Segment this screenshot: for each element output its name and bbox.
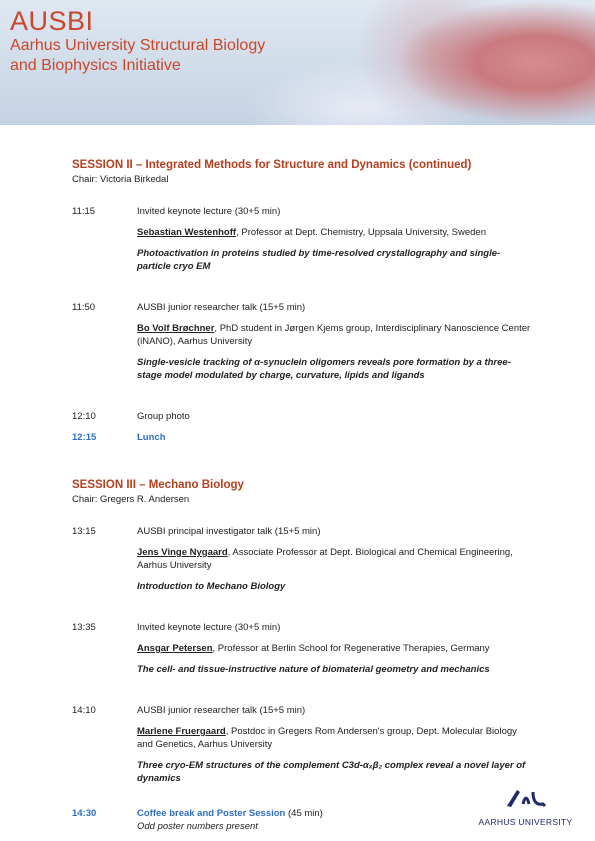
- item-time: 12:15: [72, 432, 97, 443]
- program-item: [72, 704, 532, 793]
- speaker-name: Jens Vinge Nygaard: [137, 547, 228, 558]
- logo-text: AARHUS UNIVERSITY: [478, 817, 573, 827]
- speaker-name: Ansgar Petersen: [137, 643, 213, 654]
- item-detail: [137, 621, 532, 684]
- aarhus-university-logo: [478, 786, 573, 827]
- item-detail: [137, 807, 532, 833]
- brand-subtitle-2: and Biophysics Initiative: [10, 57, 181, 74]
- speaker-line: [137, 322, 532, 348]
- program-item: [72, 621, 532, 684]
- talk-title: The cell- and tissue-instructive nature of biomaterial geometry and mechanics: [137, 664, 490, 675]
- program-item: [72, 431, 532, 444]
- item-detail: [137, 205, 532, 281]
- item-time: 13:35: [72, 622, 96, 633]
- talk-type: AUSBI principal investigator talk (15+5 min): [137, 526, 321, 537]
- speaker-line: [137, 546, 532, 572]
- speaker-affiliation: , Associate Professor at Dept. Biological and Chemical Engineering, Aarhus University: [137, 547, 513, 571]
- speaker-affiliation: , Postdoc in Gregers Rom Andersen's group, Dept. Molecular Biology and Genetics, Aarhus University: [137, 726, 517, 750]
- speaker-affiliation: , PhD student in Jørgen Kjems group, Interdisciplinary Nanoscience Center (iNANO), Aarhus University: [137, 323, 531, 347]
- talk-type: AUSBI junior researcher talk (15+5 min): [137, 705, 306, 716]
- talk-title: Three cryo-EM structures of the complement C3d-αₓβ₂ complex reveal a novel layer of dynamics: [137, 760, 526, 784]
- session-chair: Chair: Victoria Birkedal: [72, 174, 169, 185]
- speaker-line: [137, 226, 532, 239]
- item-label: Lunch: [137, 432, 166, 443]
- item-time: 11:15: [72, 206, 96, 217]
- item-label: Group photo: [137, 411, 190, 422]
- item-duration: (45 min): [285, 808, 323, 819]
- talk-title: Introduction to Mechano Biology: [137, 581, 286, 592]
- talk-title: Photoactivation in proteins studied by time-resolved crystallography and single-particle cryo EM: [137, 248, 501, 272]
- header-banner: [0, 0, 595, 125]
- break-line: [137, 807, 532, 820]
- item-time: 13:15: [72, 526, 96, 537]
- item-label: Coffee break and Poster Session: [137, 808, 286, 819]
- session-title: SESSION III – Mechano Biology: [72, 479, 244, 491]
- program-item: [72, 410, 532, 423]
- program-content: [72, 158, 532, 841]
- brand-title: AUSBI: [10, 6, 94, 36]
- item-time: 14:30: [72, 808, 97, 819]
- item-note: Odd poster numbers present: [137, 821, 258, 832]
- speaker-line: [137, 642, 532, 655]
- item-detail: [137, 704, 532, 793]
- session-chair: Chair: Gregers R. Andersen: [72, 494, 190, 505]
- speaker-line: [137, 725, 532, 751]
- speaker-name: Bo Volf Brøchner: [137, 323, 215, 334]
- program-item: [72, 205, 532, 281]
- speaker-name: Sebastian Westenhoff: [137, 227, 237, 238]
- university-seal-icon: [503, 786, 549, 810]
- item-detail: [137, 301, 532, 390]
- brand-subtitle-1: Aarhus University Structural Biology: [10, 37, 266, 54]
- speaker-affiliation: , Professor at Berlin School for Regenerative Therapies, Germany: [212, 643, 490, 654]
- item-time: 12:10: [72, 411, 96, 422]
- protein-structure-image: [395, 0, 595, 125]
- brand-block: [10, 6, 265, 76]
- program-item: [72, 301, 532, 390]
- talk-type: Invited keynote lecture (30+5 min): [137, 622, 281, 633]
- session-title: SESSION II – Integrated Methods for Structure and Dynamics (continued): [72, 159, 472, 171]
- talk-type: Invited keynote lecture (30+5 min): [137, 206, 281, 217]
- talk-type: AUSBI junior researcher talk (15+5 min): [137, 302, 306, 313]
- item-time: 14:10: [72, 705, 96, 716]
- program-item: [72, 525, 532, 601]
- program-item: [72, 807, 532, 833]
- item-detail: [137, 525, 532, 601]
- item-time: 11:50: [72, 302, 96, 313]
- speaker-affiliation: , Professor at Dept. Chemistry, Uppsala University, Sweden: [236, 227, 486, 238]
- talk-title: Single-vesicle tracking of α-synuclein oligomers reveals pore formation by a three-stage model modulated by charge, curvature, lipids and ligands: [137, 357, 511, 381]
- speaker-name: Marlene Fruergaard: [137, 726, 226, 737]
